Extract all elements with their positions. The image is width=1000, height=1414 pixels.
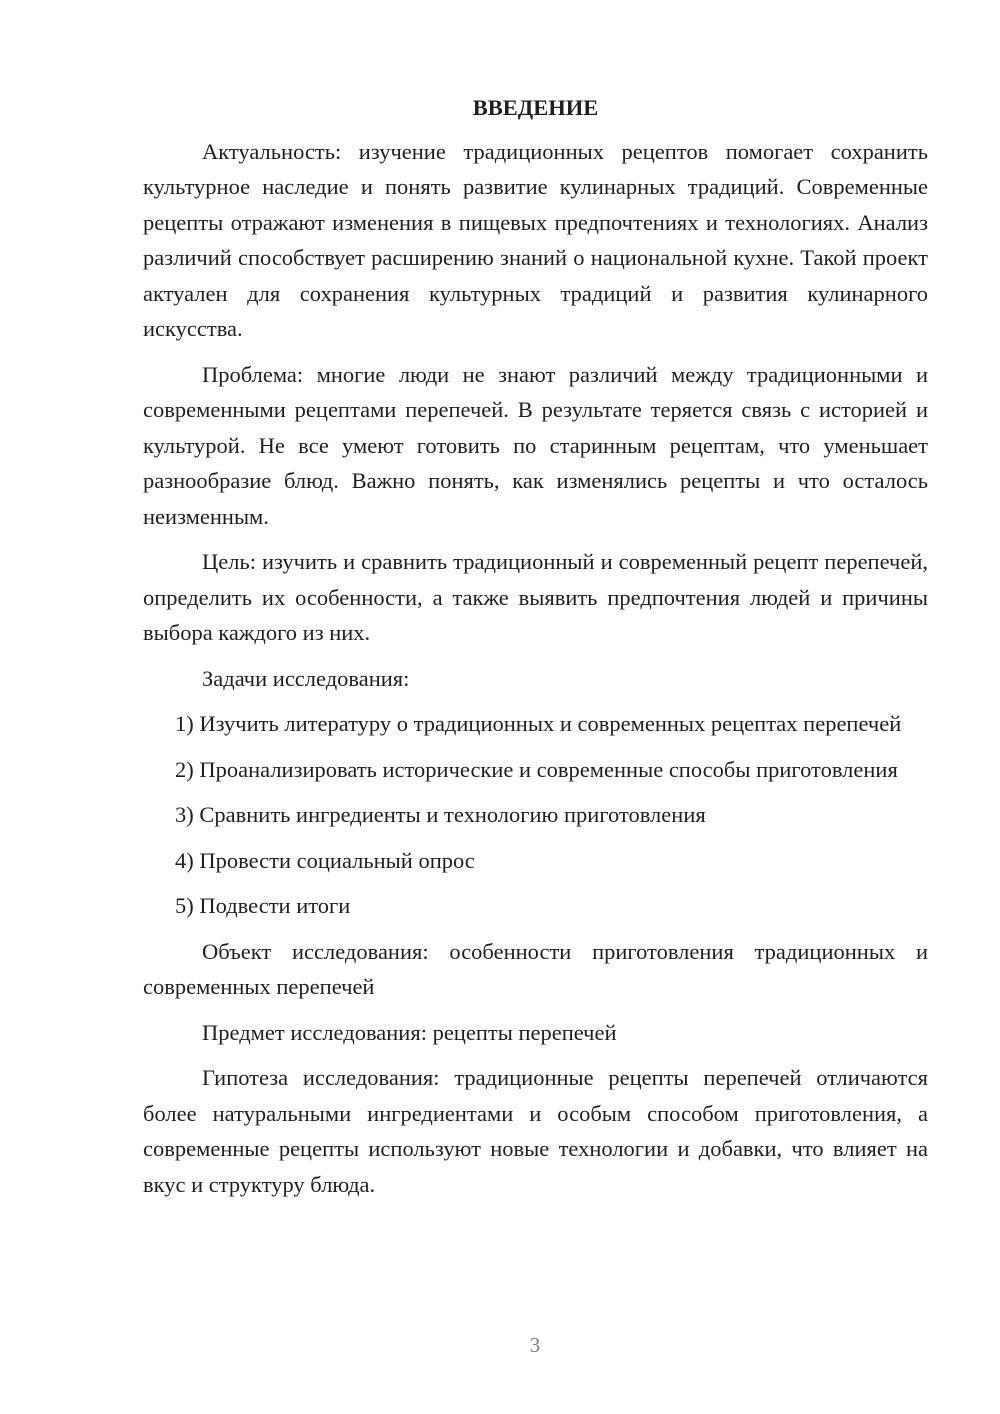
task-item-4: 4) Провести социальный опрос [175, 847, 475, 873]
task-item-3: 3) Сравнить ингредиенты и технологию приготовления [175, 802, 706, 827]
page-content [143, 90, 928, 1212]
task-item-2: 2) Проанализировать исторические и современные способы приготовления [175, 756, 898, 782]
relevance-paragraph: Актуальность: изучение традиционных рецептов помогает сохранить культурное наследие и понять развитие кулинарных традиций. Современные рецепты отражают изменения в пищевых предпочтениях и технологиях. Анализ различий способствует расширению знаний о национальной кухне. Такой проект актуален для сохранения культурных традиций и развития кулинарного искусства. [143, 138, 928, 341]
subject-paragraph: Предмет исследования: рецепты перепечей [202, 1019, 617, 1045]
object-paragraph: Объект исследования: особенности приготовления традиционных и современных перепечей [143, 938, 928, 999]
hypothesis-paragraph: Гипотеза исследования: традиционные рецепты перепечей отличаются более натуральными ингредиентами и особым способом приготовления, а современные рецепты используют новые технологии и добавки, что влияет на вкус и структуру блюда. [143, 1065, 928, 1197]
problem-paragraph: Проблема: многие люди не знают различий между традиционными и современными рецептами перепечей. В результате теряется связь с историей и культурой. Не все умеют готовить по старинным рецептам, что уменьшает разнообразие блюд. Важно понять, как изменялись рецепты и что осталось неизменным. [143, 361, 928, 529]
tasks-title: Задачи исследования: [202, 665, 410, 691]
goal-paragraph: Цель: изучить и сравнить традиционный и современный рецепт перепечей, определить их особенности, а также выявить предпочтения людей и причины выбора каждого из них. [143, 549, 928, 645]
task-item-5: 5) Подвести итоги [175, 893, 351, 918]
page-number: 3 [529, 1333, 541, 1357]
section-heading: ВВЕДЕНИЕ [472, 95, 599, 120]
task-item-1: 1) Изучить литературу о традиционных и современных рецептах перепечей [175, 711, 902, 736]
